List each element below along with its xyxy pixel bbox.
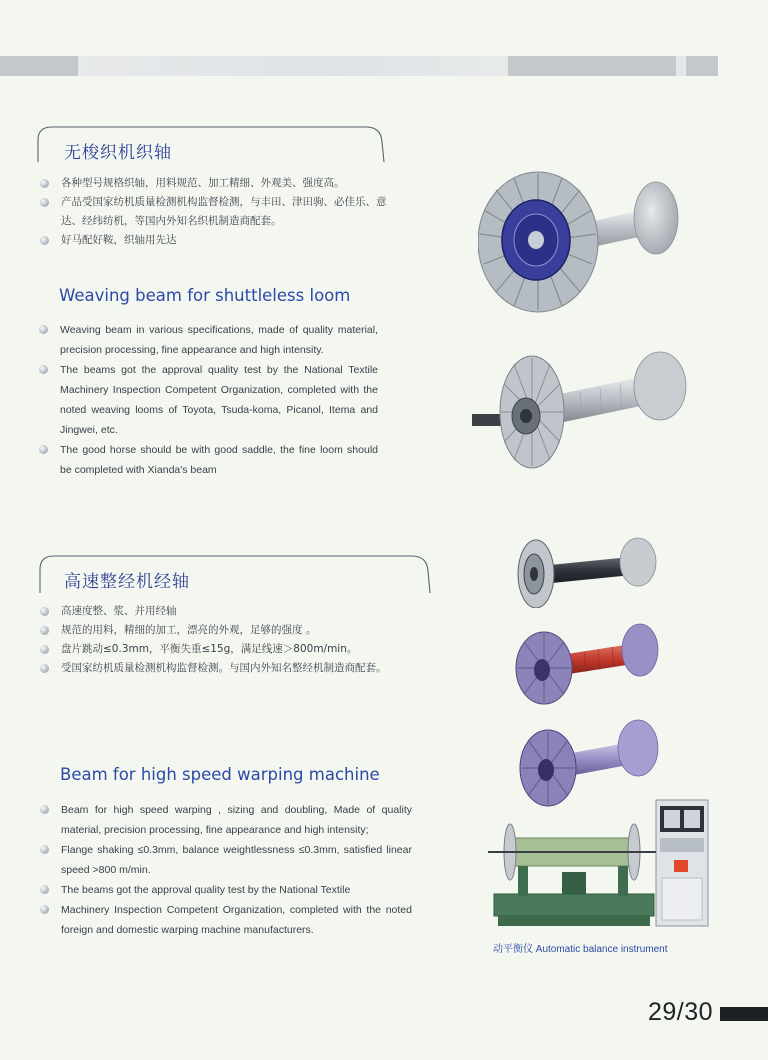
list-item: Beam for high speed warping , sizing and doubling, Made of quality material, precision processing, fine appearance and high intensity; xyxy=(40,800,412,840)
list-item: 好马配好鞍，织轴用先达 xyxy=(40,231,390,250)
bullet-icon xyxy=(40,905,49,914)
top-decorative-band xyxy=(0,56,768,76)
warping-beam-purple-image xyxy=(518,716,662,808)
bullet-icon xyxy=(40,885,49,894)
list-item: The good horse should be with good saddle, the fine loom should be completed with Xianda's beam xyxy=(39,440,378,480)
section2-header xyxy=(38,553,434,595)
weaving-beam-blue-image xyxy=(478,168,690,316)
list-item: The beams got the approval quality test by the National Textile Machinery Inspection Competent Organization, completed with the noted weaving looms of Toyota, Tsuda-koma, Picanol, Itema and Jingwei, etc. xyxy=(39,360,378,440)
section1-zh-title: 无梭织机织轴 xyxy=(64,143,172,163)
section2-zh-list xyxy=(40,602,430,678)
bullet-icon xyxy=(39,325,48,334)
list-item: Flange shaking ≤0.3mm, balance weightlessness ≤0.3mm, satisfied linear speed >800 m/min. xyxy=(40,840,412,880)
page-number-bar xyxy=(720,1007,768,1021)
list-item: The beams got the approval quality test by the National Textile xyxy=(40,880,412,900)
bullet-icon xyxy=(39,365,48,374)
weaving-beam-silver-image xyxy=(470,350,692,474)
bullet-icon xyxy=(40,607,49,616)
bullet-icon xyxy=(40,179,49,188)
list-item: 各种型号规格织轴，用料规范、加工精细、外观美、强度高。 xyxy=(40,174,390,193)
section1-zh-list xyxy=(40,174,390,250)
warping-beam-red-image xyxy=(514,620,662,706)
bullet-icon xyxy=(40,805,49,814)
section2-zh-title: 高速整经机经轴 xyxy=(64,572,190,592)
bullet-icon xyxy=(40,845,49,854)
section2-en-title: Beam for high speed warping machine xyxy=(60,765,380,784)
bullet-icon xyxy=(40,198,49,207)
warping-beam-silver-image xyxy=(514,536,660,608)
caption-en: Automatic balance instrument xyxy=(535,944,668,955)
list-item: 规范的用料，精细的加工，漂亮的外观，足够的强度 。 xyxy=(40,621,430,640)
list-item: 受国家纺机质量检测机构监督检测。与国内外知名整经机制造商配套。 xyxy=(40,659,430,678)
section2-en-list xyxy=(40,800,412,940)
section1-header xyxy=(36,124,388,164)
section1-en-list xyxy=(39,320,378,480)
caption-zh: 动平衡仪 xyxy=(493,944,533,955)
bullet-icon xyxy=(40,236,49,245)
list-item: Weaving beam in various specifications, made of quality material, precision processing, fine appearance and high intensity. xyxy=(39,320,378,360)
section1-en-title: Weaving beam for shuttleless loom xyxy=(59,286,351,305)
list-item: Machinery Inspection Competent Organization, completed with the noted foreign and domestic warping machine manufacturers. xyxy=(40,900,412,940)
page-number: 29/30 xyxy=(647,998,713,1026)
list-item: 产品受国家纺机质量检测机构监督检测，与丰田、津田驹、必佳乐、意达、经纬纺机，等国内外知名织机制造商配套。 xyxy=(40,193,390,231)
bullet-icon xyxy=(40,645,49,654)
bullet-icon xyxy=(39,445,48,454)
balance-instrument-image xyxy=(488,798,714,932)
list-item: 高速度整、浆、并用经轴 xyxy=(40,602,430,621)
bullet-icon xyxy=(40,664,49,673)
balance-instrument-caption xyxy=(493,940,668,955)
bullet-icon xyxy=(40,626,49,635)
list-item: 盘片跳动≤0.3mm，平衡失重≤15g，满足线速＞800m/min。 xyxy=(40,640,430,659)
